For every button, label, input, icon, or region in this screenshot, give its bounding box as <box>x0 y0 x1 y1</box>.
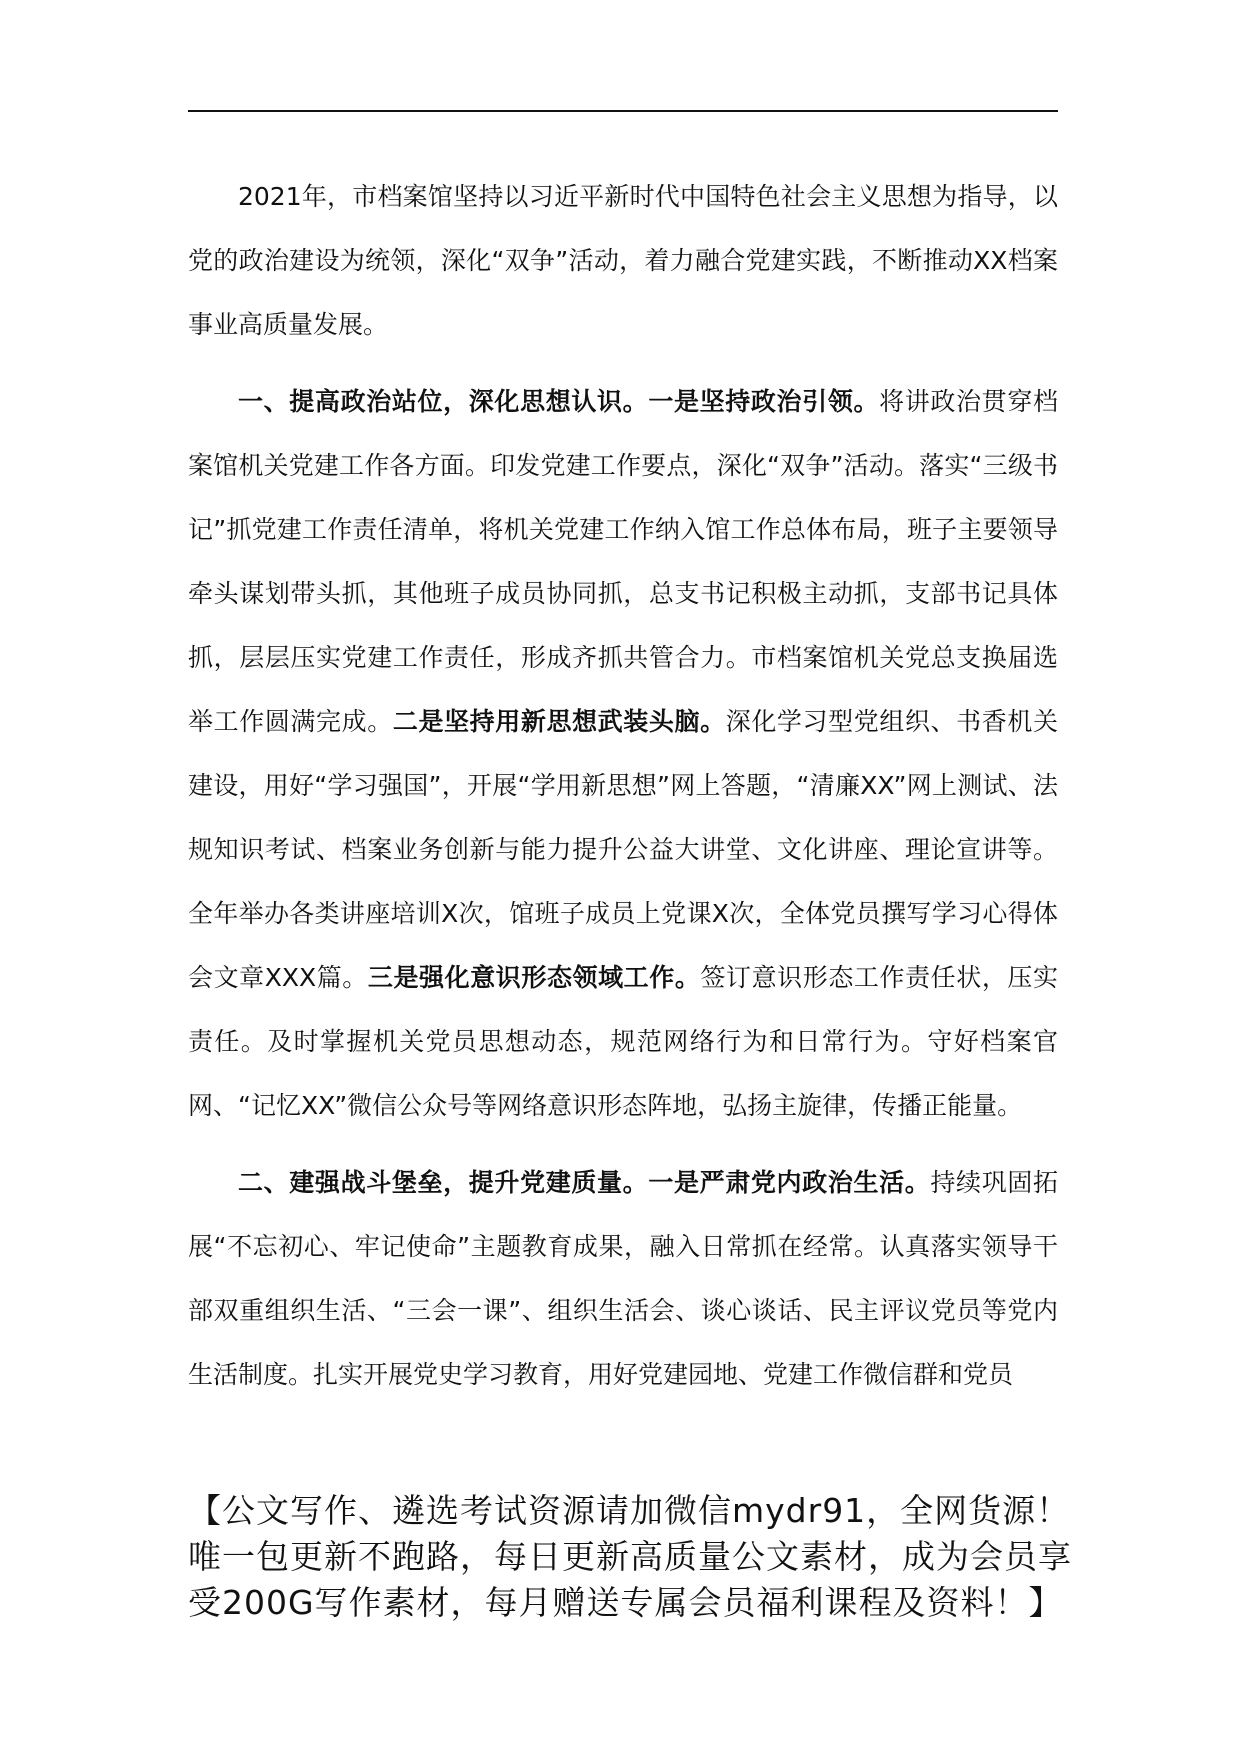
subpoint-heading: 一是严肃党内政治生活。 <box>648 1168 931 1197</box>
paragraph-text: 将讲政治贯穿档案馆机关党建工作各方面。印发党建工作要点，深化“双争”活动。落实“三级书记”抓党建工作责任清单，将机关党建工作纳入馆工作总体布局，班子主要领导牵头谋划带头抓，其他班子成员协同抓，总支书记积极主动抓，支部书记具体抓，层层压实党建工作责任，形成齐抓共管合力。市档案馆机关党总支换届选举工作圆满完成。 <box>188 387 1058 736</box>
paragraph-text: 持续巩固拓展“不忘初心、牢记使命”主题教育成果，融入日常抓在经常。认真落实领导干部双重组织生活、“三会一课”、组织生活会、谈心谈话、民主评议党员等党内生活制度。扎实开展党史学习教育，用好党建园地、党建工作微信群和党员 <box>188 1168 1058 1389</box>
document-body <box>188 165 1058 1407</box>
paragraph-text: 签订意识形态工作责任状，压实责任。及时掌握机关党员思想动态，规范网络行为和日常行为。守好档案官网、“记忆XX”微信公众号等网络意识形态阵地，弘扬主旋律，传播正能量。 <box>188 963 1058 1120</box>
section-heading: 二、建强战斗堡垒，提升党建质量。 <box>238 1168 649 1197</box>
footer-promo-text: 【公文写作、遴选考试资源请加微信mydr91，全网货源！唯一包更新不跑路，每日更新高质量公文素材，成为会员享受200G写作素材，每月赠送专属会员福利课程及资料！】 <box>188 1491 1072 1622</box>
subpoint-heading: 二是坚持用新思想武装头脑。 <box>392 707 726 736</box>
paragraph-text: 2021年，市档案馆坚持以习近平新时代中国特色社会主义思想为指导，以党的政治建设为统领，深化“双争”活动，着力融合党建实践，不断推动XX档案事业高质量发展。 <box>188 182 1058 339</box>
subpoint-heading: 一是坚持政治引领。 <box>648 387 880 416</box>
subpoint-heading: 三是强化意识形态领域工作。 <box>367 963 701 992</box>
paragraph-intro <box>188 165 1058 357</box>
paragraph-section-one <box>188 370 1058 1138</box>
paragraph-section-two <box>188 1151 1058 1407</box>
paragraph-text: 深化学习型党组织、书香机关建设，用好“学习强国”，开展“学用新思想”网上答题，“清廉XX”网上测试、法规知识考试、档案业务创新与能力提升公益大讲堂、文化讲座、理论宣讲等。全年举办各类讲座培训X次，馆班子成员上党课X次，全体党员撰写学习心得体会文章XXX篇。 <box>188 707 1058 992</box>
header-rule <box>188 110 1058 112</box>
section-heading: 一、提高政治站位，深化思想认识。 <box>238 387 649 416</box>
